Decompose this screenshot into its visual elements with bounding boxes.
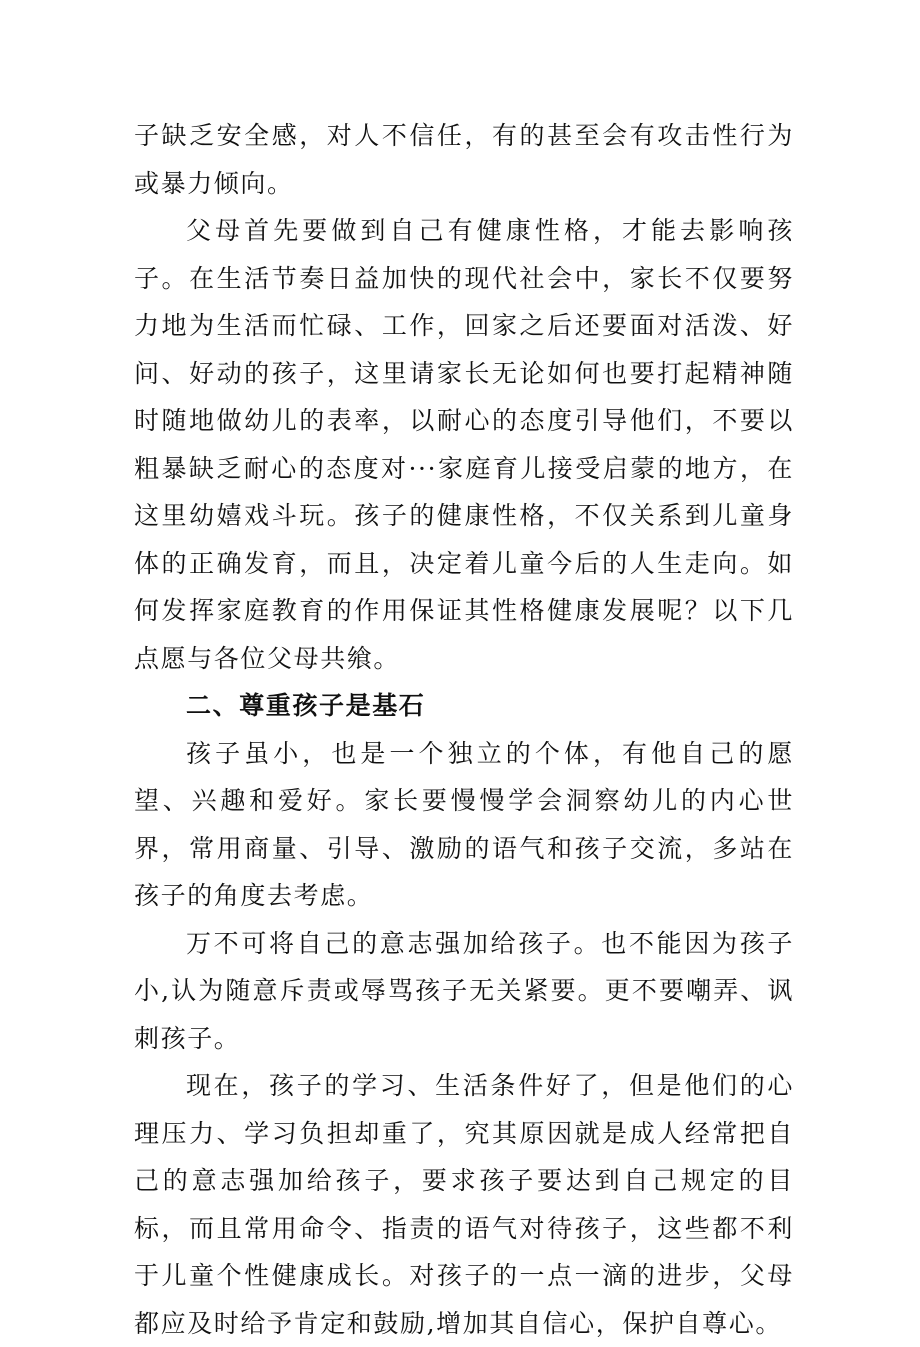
paragraph-no-imposition: 万不可将自己的意志强加给孩子。也不能因为孩子小,认为随意斥责或辱骂孩子无关紧要。更不要嘲弄、讽刺孩子。 <box>134 928 794 1053</box>
paragraph-pressure: 现在，孩子的学习、生活条件好了，但是他们的心理压力、学习负担却重了，究其原因就是成人经常把自己的意志强加给孩子，要求孩子要达到自己规定的目标，而且常用命令、指责的语气对待孩子，这些都不利于儿童个性健康成长。对孩子的一点一滴的进步，父母都应及时给予肯定和鼓励,增加其自信心，保护自尊心。 <box>134 1071 794 1338</box>
paragraph-continuation: 子缺乏安全感，对人不信任，有的甚至会有攻击性行为或暴力倾向。 <box>134 121 794 198</box>
section-heading: 二、尊重孩子是基石 <box>186 691 426 720</box>
document-page <box>134 112 794 1347</box>
paragraph-parents-example: 父母首先要做到自己有健康性格，才能去影响孩子。在生活节奏日益加快的现代社会中，家长不仅要努力地为生活而忙碌、工作，回家之后还要面对活泼、好问、好动的孩子，这里请家长无论如何也要打起精神随时随地做幼儿的表率，以耐心的态度引导他们，不要以粗暴缺乏耐心的态度对···家庭育儿接受启蒙的地方，在这里幼嬉戏斗玩。孩子的健康性格，不仅关系到儿童身体的正确发育，而且，决定着儿童今后的人生走向。如何发挥家庭教育的作用保证其性格健康发展呢？以下几点愿与各位父母共飨。 <box>134 216 794 673</box>
paragraph-respect-child: 孩子虽小，也是一个独立的个体，有他自己的愿望、兴趣和爱好。家长要慢慢学会洞察幼儿的内心世界，常用商量、引导、激励的语气和孩子交流，多站在孩子的角度去考虑。 <box>134 738 794 910</box>
